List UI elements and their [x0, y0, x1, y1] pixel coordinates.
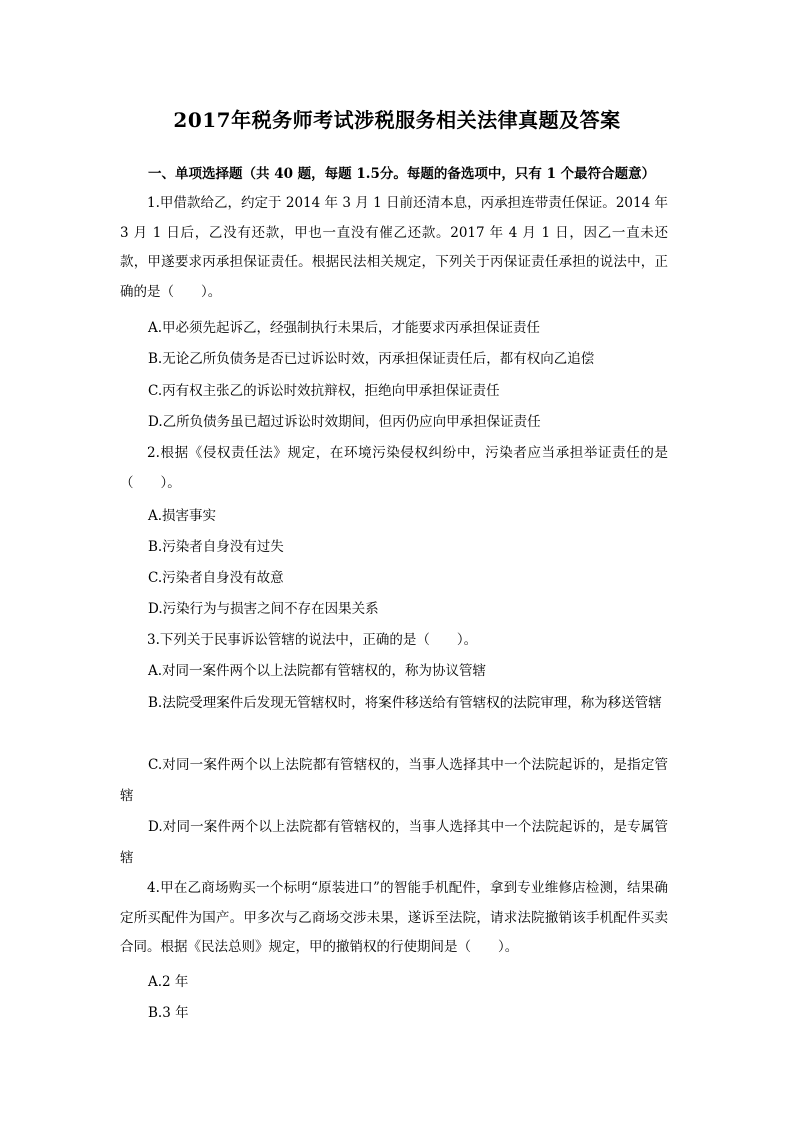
question-1-option-a: A.甲必须先起诉乙，经强制执行未果后，才能要求丙承担保证责任: [148, 320, 541, 336]
question-4-option-a: A.2 年: [148, 974, 189, 990]
question-2-option-a: A.损害事实: [148, 508, 217, 524]
question-2-option-d: D.污染行为与损害之间不存在因果关系: [148, 601, 379, 617]
question-2-option-b: B.污染者自身没有过失: [148, 539, 284, 555]
question-4-option-b: B.3 年: [148, 1005, 189, 1021]
question-3-option-b: B.法院受理案件后发现无管辖权时，将案件移送给有管辖权的法院审理，称为移送管辖: [148, 695, 662, 711]
question-3-option-c: C.对同一案件两个以上法院都有管辖权的，当事人选择其中一个法院起诉的，是指定管辖: [120, 757, 668, 804]
question-3-stem: 3.下列关于民事诉讼管辖的说法中，正确的是（ ）。: [147, 632, 478, 648]
question-1-stem: 1.甲借款给乙，约定于 2014 年 3 月 1 日前还清本息，丙承担连带责任保证。2014 年 3 月 1 日后，乙没有还款，甲也一直没有催乙还款。2017 年 4 月 1 日，因乙一直未还款，甲遂要求丙承担保证责任。根据民法相关规定，下列关于丙保证责任承担的说法中，正确的是（ ）。: [120, 195, 668, 300]
question-4-stem: 4.甲在乙商场购买一个标明“原装进口”的智能手机配件，拿到专业维修店检测，结果确定所买配件为国产。甲多次与乙商场交涉未果，遂诉至法院，请求法院撤销该手机配件买卖合同。根据《民法总则》规定，甲的撤销权的行使期间是（ ）。: [120, 880, 668, 955]
section-heading: 一、单项选择题（共 40 题，每题 1.5分。每题的备选项中，只有 1 个最符合题意）: [148, 166, 656, 182]
question-1-option-d: D.乙所负债务虽已超过诉讼时效期间，但丙仍应向甲承担保证责任: [148, 414, 541, 430]
question-1-option-b: B.无论乙所负债务是否已过诉讼时效，丙承担保证责任后，都有权向乙追偿: [148, 351, 595, 367]
question-2-stem: 2.根据《侵权责任法》规定，在环境污染侵权纠纷中，污染者应当承担举证责任的是（ ）。: [120, 445, 668, 491]
question-1-option-c: C.丙有权主张乙的诉讼时效抗辩权，拒绝向甲承担保证责任: [148, 383, 500, 399]
question-3-option-a: A.对同一案件两个以上法院都有管辖权的，称为协议管辖: [148, 663, 487, 679]
question-3-option-d: D.对同一案件两个以上法院都有管辖权的，当事人选择其中一个法院起诉的，是专属管辖: [120, 819, 668, 866]
document-title: 2017年税务师考试涉税服务相关法律真题及答案: [173, 108, 621, 132]
question-2-option-c: C.污染者自身没有故意: [148, 570, 284, 586]
